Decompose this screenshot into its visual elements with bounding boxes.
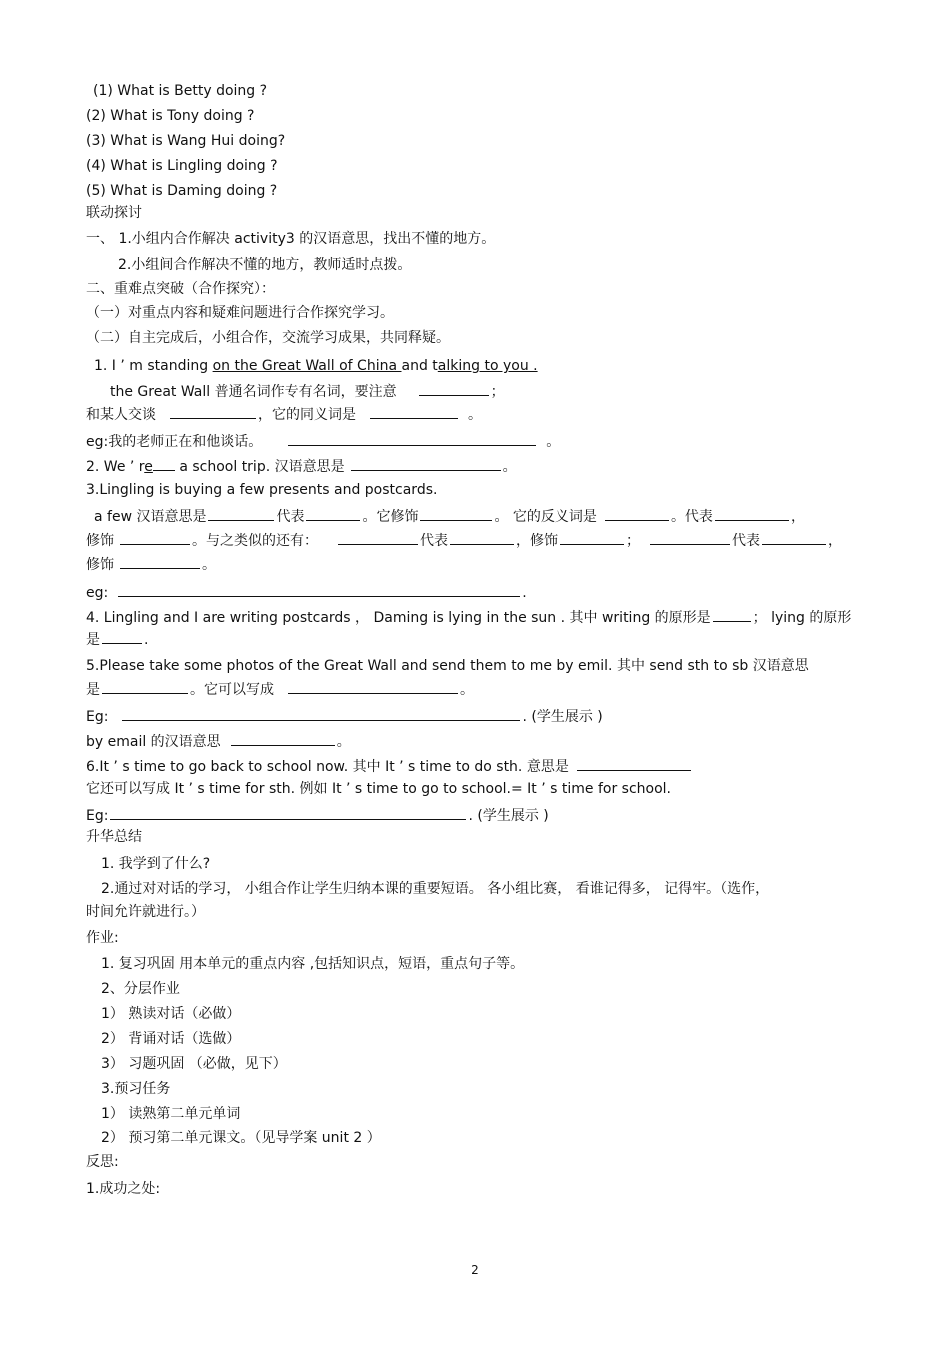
homework-2: 2、分层作业 <box>101 981 180 997</box>
label: 。 它的反义词是 <box>494 509 597 525</box>
punct: ； <box>490 384 505 400</box>
item-2-prefix: 2. We ’ r <box>86 459 145 475</box>
homework-1: 1. 复习巩固 用本单元的重点内容 ,包括知识点，短语，重点句子等。 <box>101 956 525 972</box>
item-2-text: a school trip. 汉语意思是 <box>174 459 345 475</box>
answer-blank[interactable] <box>450 530 514 545</box>
label: 修饰 <box>86 533 114 549</box>
item-1-synonym-mid: ，它的同义词是 <box>258 407 356 423</box>
punct: ， <box>828 533 842 549</box>
label: 是 <box>86 682 100 698</box>
answer-blank[interactable] <box>231 731 335 746</box>
answer-blank[interactable] <box>120 530 190 545</box>
step-1a: 一、 1.小组内合作解决 activity3 的汉语意思，找出不懂的地方。 <box>86 231 496 247</box>
item-1-middle: and t <box>401 358 438 374</box>
question-5: (5) What is Daming doing ? <box>86 183 278 199</box>
step-1b: 2.小组间合作解决不懂的地方，教师适时点拨。 <box>118 257 412 273</box>
item-1-prefix: 1. I ’ m standing <box>94 358 213 374</box>
answer-blank[interactable] <box>102 629 142 644</box>
item-6-alt: 它还可以写成 It ’ s time for sth. 例如 It ’ s time to go to school.= It ’ s time for school. <box>86 781 671 797</box>
answer-blank[interactable] <box>713 607 751 622</box>
punct: . <box>522 585 527 601</box>
punct: 。 <box>546 434 561 450</box>
label: 是 <box>86 632 100 648</box>
item-1-underlined-talking: alking to you . <box>437 358 538 374</box>
label: . (学生展示 ) <box>468 808 549 824</box>
answer-blank[interactable] <box>560 530 624 545</box>
label: 代表 <box>420 533 448 549</box>
summary-1: 1. 我学到了什么? <box>101 856 211 872</box>
homework-2-3: 3） 习题巩固 （必做，见下） <box>101 1056 287 1072</box>
label: by email 的汉语意思 <box>86 734 221 750</box>
section-heading-reflection: 反思: <box>86 1154 119 1170</box>
label: eg: <box>86 585 109 601</box>
item-1-synonym <box>86 404 864 424</box>
item-4-cont <box>86 629 864 649</box>
question-4: (4) What is Lingling doing ? <box>86 158 278 174</box>
answer-blank[interactable] <box>605 506 669 521</box>
answer-blank[interactable] <box>110 805 466 820</box>
answer-blank[interactable] <box>351 456 501 471</box>
question-1: (1) What is Betty doing ? <box>93 83 268 99</box>
section-heading-homework: 作业: <box>86 930 119 946</box>
label: 。它可以写成 <box>190 682 274 698</box>
homework-2-2: 2） 背诵对话（选做） <box>101 1031 241 1047</box>
item-6-example <box>86 805 864 825</box>
key-point-1: （一）对重点内容和疑难问题进行合作探究学习。 <box>86 305 394 321</box>
item-5-email <box>86 731 864 751</box>
answer-blank[interactable] <box>762 530 826 545</box>
answer-blank[interactable] <box>208 506 274 521</box>
answer-blank[interactable] <box>420 506 492 521</box>
homework-2-1: 1） 熟读对话（必做） <box>101 1006 241 1022</box>
item-3-line-a <box>94 506 864 526</box>
item-6-text: 6.It ’ s time to go back to school now. 其中 It ’ s time to do sth. 意思是 <box>86 759 569 775</box>
item-1-note <box>110 381 864 401</box>
key-point-2: （二）自主完成后，小组合作，交流学习成果，共同释疑。 <box>86 330 450 346</box>
item-6 <box>86 756 864 776</box>
item-1-sentence <box>94 357 864 375</box>
answer-blank[interactable] <box>370 404 458 419</box>
punct: 。 <box>202 557 216 573</box>
reflection-1: 1.成功之处: <box>86 1181 161 1197</box>
homework-3: 3.预习任务 <box>101 1081 171 1097</box>
answer-blank[interactable] <box>338 530 418 545</box>
item-4 <box>86 607 864 627</box>
question-3: (3) What is Wang Hui doing? <box>86 133 286 149</box>
item-1-underlined-location: on the Great Wall of China <box>212 358 402 374</box>
item-3-line-c <box>86 554 864 574</box>
homework-3-2: 2） 预习第二单元课文。（见导学案 unit 2 ） <box>101 1130 381 1146</box>
homework-3-1: 1） 读熟第二单元单词 <box>101 1106 241 1122</box>
item-3-sentence: 3.Lingling is buying a few presents and postcards. <box>86 482 438 498</box>
label: 修饰 <box>86 557 114 573</box>
answer-blank[interactable] <box>306 506 360 521</box>
answer-blank[interactable] <box>650 530 730 545</box>
item-3-example <box>86 582 864 602</box>
section-heading-liandong: 联动探讨 <box>86 205 142 221</box>
answer-blank[interactable] <box>715 506 789 521</box>
answer-blank[interactable] <box>419 381 489 396</box>
answer-blank[interactable] <box>102 679 188 694</box>
label: ，修饰 <box>516 533 558 549</box>
punct: 。 <box>460 682 474 698</box>
page-number: 2 <box>471 1263 479 1277</box>
item-1-synonym-label: 和某人交谈 <box>86 407 156 423</box>
summary-2a: 2.通过对对话的学习， 小组合作让学生归纳本课的重要短语。 各小组比赛， 看谁记得多， 记得牢。（选作， <box>101 881 770 897</box>
item-1-example-text: eg:我的老师正在和他谈话。 <box>86 434 263 450</box>
answer-blank[interactable] <box>288 679 458 694</box>
item-5-example <box>86 706 864 726</box>
answer-blank[interactable] <box>170 404 256 419</box>
label: a few 汉语意思是 <box>94 509 207 525</box>
item-2-underlined: e <box>144 459 153 475</box>
punct: 。 <box>502 459 517 475</box>
label: 代表 <box>732 533 760 549</box>
question-2: (2) What is Tony doing ? <box>86 108 255 124</box>
punct: ， <box>790 509 805 525</box>
summary-2b: 时间允许就进行。） <box>86 904 205 920</box>
item-2 <box>86 456 864 476</box>
answer-blank[interactable] <box>122 706 520 721</box>
item-5: 5.Please take some photos of the Great Wall and send them to me by emil. 其中 send sth to sb 汉语意思 <box>86 658 809 674</box>
punct: . <box>144 632 149 648</box>
label: Eg: <box>86 808 109 824</box>
punct: ； <box>626 533 640 549</box>
item-5-cont <box>86 679 864 699</box>
label: 。它修饰 <box>362 509 419 525</box>
label: 。代表 <box>670 509 713 525</box>
label: 代表 <box>276 509 305 525</box>
item-3-line-b <box>86 530 864 550</box>
punct: 。 <box>468 407 482 423</box>
answer-blank[interactable] <box>288 431 536 446</box>
item-1-note-text: the Great Wall 普通名词作专有名词，要注意 <box>110 384 397 400</box>
item-4-text: 4. Lingling and I are writing postcards ， Daming is lying in the sun . 其中 writing 的原形是 <box>86 610 711 626</box>
section-heading-summary: 升华总结 <box>86 829 142 845</box>
punct: 。 <box>336 734 351 750</box>
label: 。与之类似的还有： <box>192 533 318 549</box>
answer-blank[interactable] <box>577 756 691 771</box>
item-1-example <box>86 431 864 451</box>
label: Eg: <box>86 709 109 725</box>
section-heading-key-points: 二、重难点突破（合作探究）： <box>86 281 275 297</box>
answer-blank[interactable] <box>120 554 200 569</box>
answer-blank[interactable] <box>153 456 175 471</box>
answer-blank[interactable] <box>118 582 520 597</box>
label: . (学生展示 ) <box>522 709 603 725</box>
item-4-text-b: ； lying 的原形 <box>752 610 852 626</box>
